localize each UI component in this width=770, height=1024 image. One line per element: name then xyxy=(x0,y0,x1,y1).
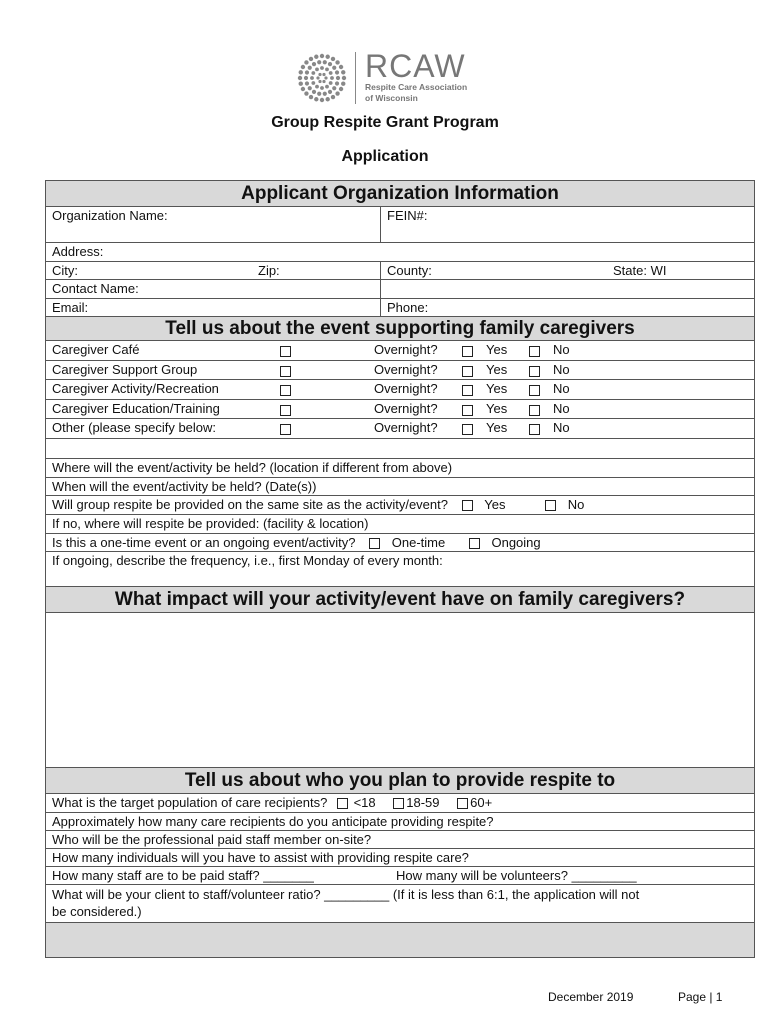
staff-on-site-row[interactable]: Who will be the professional paid staff member on-site? xyxy=(46,831,754,849)
state-label: State: WI xyxy=(613,263,667,278)
event-type-checkbox[interactable] xyxy=(278,420,293,437)
logo-text xyxy=(365,50,467,104)
if-no-row[interactable]: If no, where will respite be provided: (facility & location) xyxy=(46,515,754,534)
overnight-no-checkbox[interactable] xyxy=(527,381,542,398)
logo-dot xyxy=(318,80,321,83)
logo-dot xyxy=(325,55,329,59)
overnight-label: Overnight? xyxy=(374,381,438,396)
logo-dot xyxy=(317,92,321,96)
overnight-yes-label: Yes xyxy=(486,420,508,435)
logo-dot xyxy=(309,95,313,99)
page-subtitle: Application xyxy=(341,148,429,165)
ratio-row[interactable] xyxy=(46,885,754,923)
paid-staff-label: How many staff are to be paid staff? _______ xyxy=(52,867,314,883)
city-zip-field[interactable] xyxy=(46,262,380,279)
overnight-label: Overnight? xyxy=(374,400,438,416)
target-population-row: What is the target population of care recipients? <18 18-59 60+ xyxy=(46,794,754,813)
logo-dot xyxy=(301,65,305,69)
logo-dot xyxy=(315,67,319,71)
logo-dot xyxy=(330,76,334,80)
logo-dot xyxy=(335,60,339,64)
section-org-header: Applicant Organization Information xyxy=(46,181,754,207)
ratio-line2: be considered.) xyxy=(52,903,142,919)
logo-dot xyxy=(341,70,345,74)
event-type-checkbox[interactable] xyxy=(278,362,293,379)
logo-dot xyxy=(304,76,308,80)
logo-dot xyxy=(325,97,329,101)
logo-dot xyxy=(325,85,329,89)
overnight-label: Overnight? xyxy=(374,342,438,357)
one-time-row: Is this a one-time event or an ongoing event/activity? One-time Ongoing xyxy=(46,534,754,552)
phone-field[interactable]: Phone: xyxy=(380,299,754,316)
application-form xyxy=(45,180,755,958)
event-type-label: Caregiver Activity/Recreation xyxy=(52,381,219,396)
overnight-yes-checkbox[interactable] xyxy=(460,362,475,379)
logo-dot xyxy=(320,54,324,58)
event-type-label: Caregiver Café xyxy=(52,342,140,357)
sunburst-logo-icon xyxy=(293,50,351,106)
logo-dot xyxy=(331,95,335,99)
logo-dot xyxy=(314,55,318,59)
logo-dot xyxy=(341,81,345,85)
logo-dot xyxy=(311,71,315,75)
overnight-no-label: No xyxy=(553,361,570,377)
age-60plus-checkbox[interactable] xyxy=(457,798,468,809)
paid-staff-row[interactable] xyxy=(46,867,754,885)
overnight-no-checkbox[interactable] xyxy=(527,362,542,379)
logo-dot xyxy=(339,87,343,91)
city-row xyxy=(46,262,754,280)
logo-dot xyxy=(308,66,312,70)
zip-label: Zip: xyxy=(258,263,280,278)
logo-dot xyxy=(336,76,340,80)
event-type-checkbox[interactable] xyxy=(278,401,293,418)
rcaw-logo xyxy=(293,50,483,108)
logo-dot xyxy=(335,81,339,85)
volunteers-label: How many will be volunteers? _________ xyxy=(396,867,637,883)
logo-dot xyxy=(323,60,327,64)
overnight-yes-label: Yes xyxy=(486,342,508,357)
logo-dot xyxy=(299,81,303,85)
county-label: County: xyxy=(387,263,432,278)
logo-dot xyxy=(309,57,313,61)
overnight-label: Overnight? xyxy=(374,361,438,377)
event-type-row xyxy=(46,341,754,361)
event-type-label: Caregiver Education/Training xyxy=(52,400,220,416)
individuals-row[interactable]: How many individuals will you have to assist with providing respite care? xyxy=(46,849,754,867)
logo-dot xyxy=(320,98,324,102)
age-under18-checkbox[interactable] xyxy=(337,798,348,809)
logo-dot xyxy=(305,81,309,85)
logo-dot xyxy=(315,85,319,89)
page-title: Group Respite Grant Program xyxy=(271,114,499,131)
overnight-no-label: No xyxy=(553,420,570,435)
logo-dot xyxy=(328,62,332,66)
logo-dot xyxy=(335,91,339,95)
logo-dot xyxy=(325,67,329,71)
contact-name-field[interactable]: Contact Name: xyxy=(52,281,139,296)
logo-dot xyxy=(312,62,316,66)
county-state-field[interactable] xyxy=(380,262,754,279)
logo-dot xyxy=(329,71,333,75)
logo-dot xyxy=(314,97,318,101)
contact-row xyxy=(46,280,754,299)
logo-dot xyxy=(298,76,302,80)
logo-dot xyxy=(323,92,327,96)
event-type-row xyxy=(46,419,754,439)
overnight-yes-checkbox[interactable] xyxy=(460,420,475,437)
org-name-row xyxy=(46,207,754,243)
logo-dot xyxy=(339,65,343,69)
section-event-header: Tell us about the event supporting family caregivers xyxy=(46,317,754,341)
contact-blank-field[interactable] xyxy=(380,280,754,298)
same-site-yes-checkbox[interactable] xyxy=(462,500,473,511)
event-type-label: Caregiver Support Group xyxy=(52,361,198,377)
event-type-row xyxy=(46,361,754,381)
ratio-line1: What will be your client to staff/volunteer ratio? _________ (If it is less than 6:1, the application will not xyxy=(52,886,640,902)
ongoing-checkbox[interactable] xyxy=(469,538,480,549)
same-site-no-checkbox[interactable] xyxy=(545,500,556,511)
logo-dot xyxy=(329,81,333,85)
logo-dot xyxy=(335,70,339,74)
logo-dot xyxy=(342,76,346,80)
event-type-checkbox[interactable] xyxy=(278,381,293,398)
event-type-row xyxy=(46,380,754,400)
logo-dot xyxy=(328,90,332,94)
frequency-row[interactable]: If ongoing, describe the frequency, i.e., first Monday of every month: xyxy=(46,552,754,587)
age-18-59-checkbox[interactable] xyxy=(393,798,404,809)
overnight-no-checkbox[interactable] xyxy=(527,342,542,359)
logo-dot xyxy=(312,90,316,94)
logo-dot xyxy=(318,73,321,76)
event-type-label: Other (please specify below: xyxy=(52,420,217,435)
overnight-yes-checkbox[interactable] xyxy=(460,401,475,418)
logo-dot xyxy=(310,76,314,80)
logo-line1: Respite Care Association xyxy=(365,82,468,92)
logo-dot xyxy=(320,66,324,70)
when-row[interactable]: When will the event/activity be held? (Date(s)) xyxy=(46,478,754,496)
logo-dot xyxy=(322,73,325,76)
email-row xyxy=(46,299,754,317)
section-respite-header: Tell us about who you plan to provide respite to xyxy=(46,768,754,794)
org-name-field[interactable]: Organization Name: xyxy=(52,208,168,223)
overnight-no-label: No xyxy=(553,400,570,416)
overnight-yes-label: Yes xyxy=(486,361,508,377)
logo-dot xyxy=(317,60,321,64)
fein-field[interactable]: FEIN#: xyxy=(380,207,754,242)
footer-date: December 2019 xyxy=(548,990,634,1004)
respite-gray-row xyxy=(46,923,754,958)
overnight-yes-checkbox[interactable] xyxy=(460,342,475,359)
where-row[interactable]: Where will the event/activity be held? (location if different from above) xyxy=(46,459,754,478)
overnight-no-label: No xyxy=(553,342,570,357)
impact-answer-area[interactable] xyxy=(46,613,754,768)
overnight-yes-label: Yes xyxy=(486,400,508,416)
logo-dot xyxy=(332,66,336,70)
overnight-no-checkbox[interactable] xyxy=(527,401,542,418)
logo-dot xyxy=(301,87,305,91)
logo-dot xyxy=(308,86,312,90)
section-impact-header: What impact will your activity/event have on family caregivers? xyxy=(46,587,754,613)
overnight-no-checkbox[interactable] xyxy=(527,420,542,437)
logo-line2: of Wisconsin xyxy=(365,93,418,103)
logo-dot xyxy=(324,76,327,79)
event-type-checkbox[interactable] xyxy=(278,342,293,359)
city-label: City: xyxy=(52,263,78,278)
logo-dot xyxy=(299,70,303,74)
overnight-yes-label: Yes xyxy=(486,381,508,396)
footer-page: Page | 1 xyxy=(678,990,723,1004)
one-time-checkbox[interactable] xyxy=(369,538,380,549)
address-label: Address: xyxy=(52,244,104,259)
logo-abbr: RCAW xyxy=(365,48,466,84)
event-type-row xyxy=(46,400,754,420)
logo-dot xyxy=(331,57,335,61)
same-site-row: Will group respite be provided on the same site as the activity/event? Yes No xyxy=(46,496,754,515)
logo-dot xyxy=(304,60,308,64)
logo-dot xyxy=(332,86,336,90)
overnight-no-label: No xyxy=(553,381,570,396)
logo-dot xyxy=(305,70,309,74)
logo-dot xyxy=(320,86,324,90)
event-other-specify[interactable] xyxy=(46,439,754,459)
logo-divider xyxy=(355,52,356,104)
overnight-yes-checkbox[interactable] xyxy=(460,381,475,398)
email-field[interactable]: Email: xyxy=(52,300,89,315)
approx-row[interactable]: Approximately how many care recipients do you anticipate providing respite? xyxy=(46,813,754,831)
logo-dot xyxy=(322,80,325,83)
overnight-label: Overnight? xyxy=(374,420,438,435)
address-row[interactable] xyxy=(46,243,754,262)
logo-dot xyxy=(316,76,319,79)
logo-dot xyxy=(304,91,308,95)
logo-dot xyxy=(311,81,315,85)
